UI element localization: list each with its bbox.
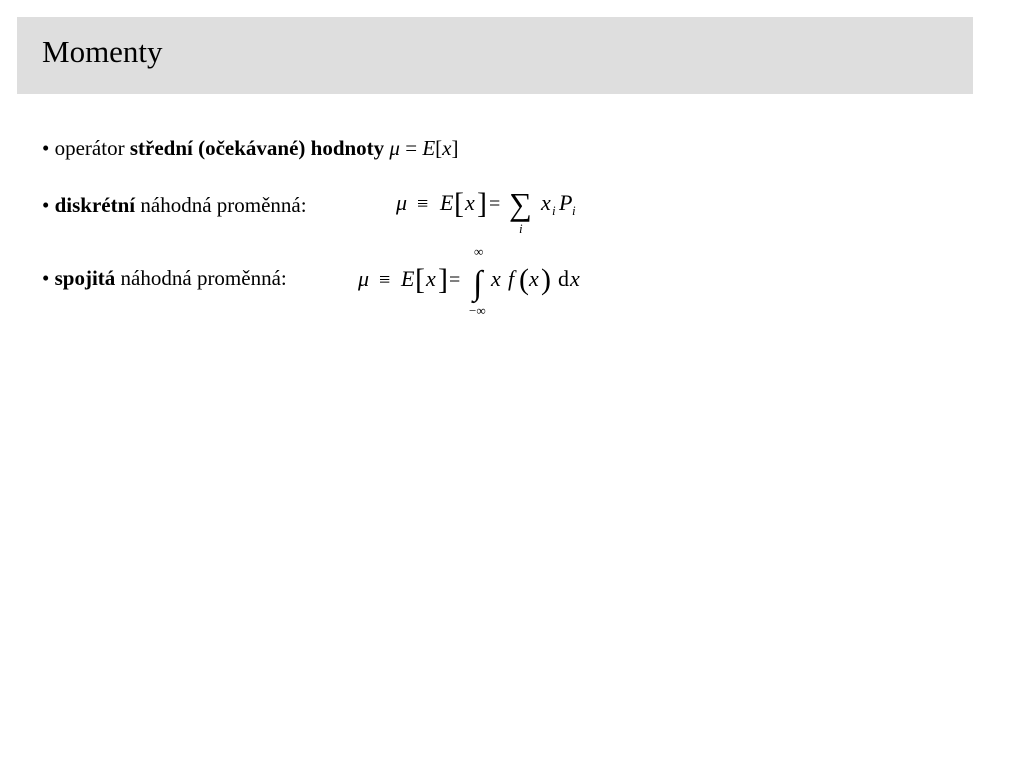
discrete-formula [390, 180, 590, 240]
continuous-formula [352, 242, 592, 322]
term-x: x [541, 190, 551, 215]
bullet-marker: • [42, 193, 50, 217]
term-x-index: i [552, 203, 556, 218]
bullet-bold: střední (očekávané) hodnoty [129, 136, 385, 160]
integral-icon: ∫ [473, 265, 483, 302]
right-bracket: ] [477, 187, 487, 220]
equals-sign: = [489, 193, 501, 215]
right-bracket: ] [438, 263, 448, 296]
sum-icon: ∑ [509, 186, 532, 222]
function-f: f [508, 266, 515, 291]
bullet-text: náhodná proměnná: [120, 266, 287, 290]
variable-x: x [442, 136, 452, 160]
upper-limit: ∞ [474, 244, 484, 259]
expectation-operator: E [422, 136, 436, 160]
term-p-index: i [572, 203, 576, 218]
left-bracket: [ [454, 187, 464, 220]
title-bar [17, 17, 973, 94]
inline-formula [389, 136, 458, 160]
bullet-bold: spojitá [54, 266, 116, 290]
bullet-marker: • [42, 266, 50, 290]
differential-d: d [558, 266, 569, 291]
expectation-operator: E [401, 266, 415, 291]
mu-symbol: μ [396, 190, 408, 215]
bullet-bold: diskrétní [54, 193, 136, 217]
integrand-x: x [491, 266, 501, 291]
left-bracket: [ [415, 263, 425, 296]
lower-limit: −∞ [469, 303, 486, 318]
differential-x: x [570, 266, 580, 291]
mu-symbol: μ [358, 266, 370, 291]
bullet-expected-value [42, 135, 458, 161]
mu-symbol: μ [389, 136, 400, 160]
equiv-sign: ≡ [379, 269, 391, 291]
equiv-sign: ≡ [417, 193, 429, 215]
function-arg-x: x [529, 266, 539, 291]
bullet-text: náhodná proměnná: [140, 193, 307, 217]
right-bracket: ] [451, 136, 459, 160]
bullet-prefix: operátor [54, 136, 125, 160]
bullet-discrete [42, 192, 307, 218]
equals-sign: = [405, 136, 418, 160]
variable-x: x [465, 190, 475, 215]
term-p: P [559, 190, 573, 215]
expectation-operator: E [440, 190, 454, 215]
equals-sign: = [449, 269, 461, 291]
bullet-marker: • [42, 136, 50, 160]
sum-index: i [519, 221, 523, 236]
left-bracket: [ [435, 136, 443, 160]
right-paren: ) [541, 263, 551, 296]
variable-x: x [426, 266, 436, 291]
slide-title: Momenty [42, 34, 163, 69]
left-paren: ( [519, 263, 529, 296]
bullet-continuous [42, 265, 287, 291]
